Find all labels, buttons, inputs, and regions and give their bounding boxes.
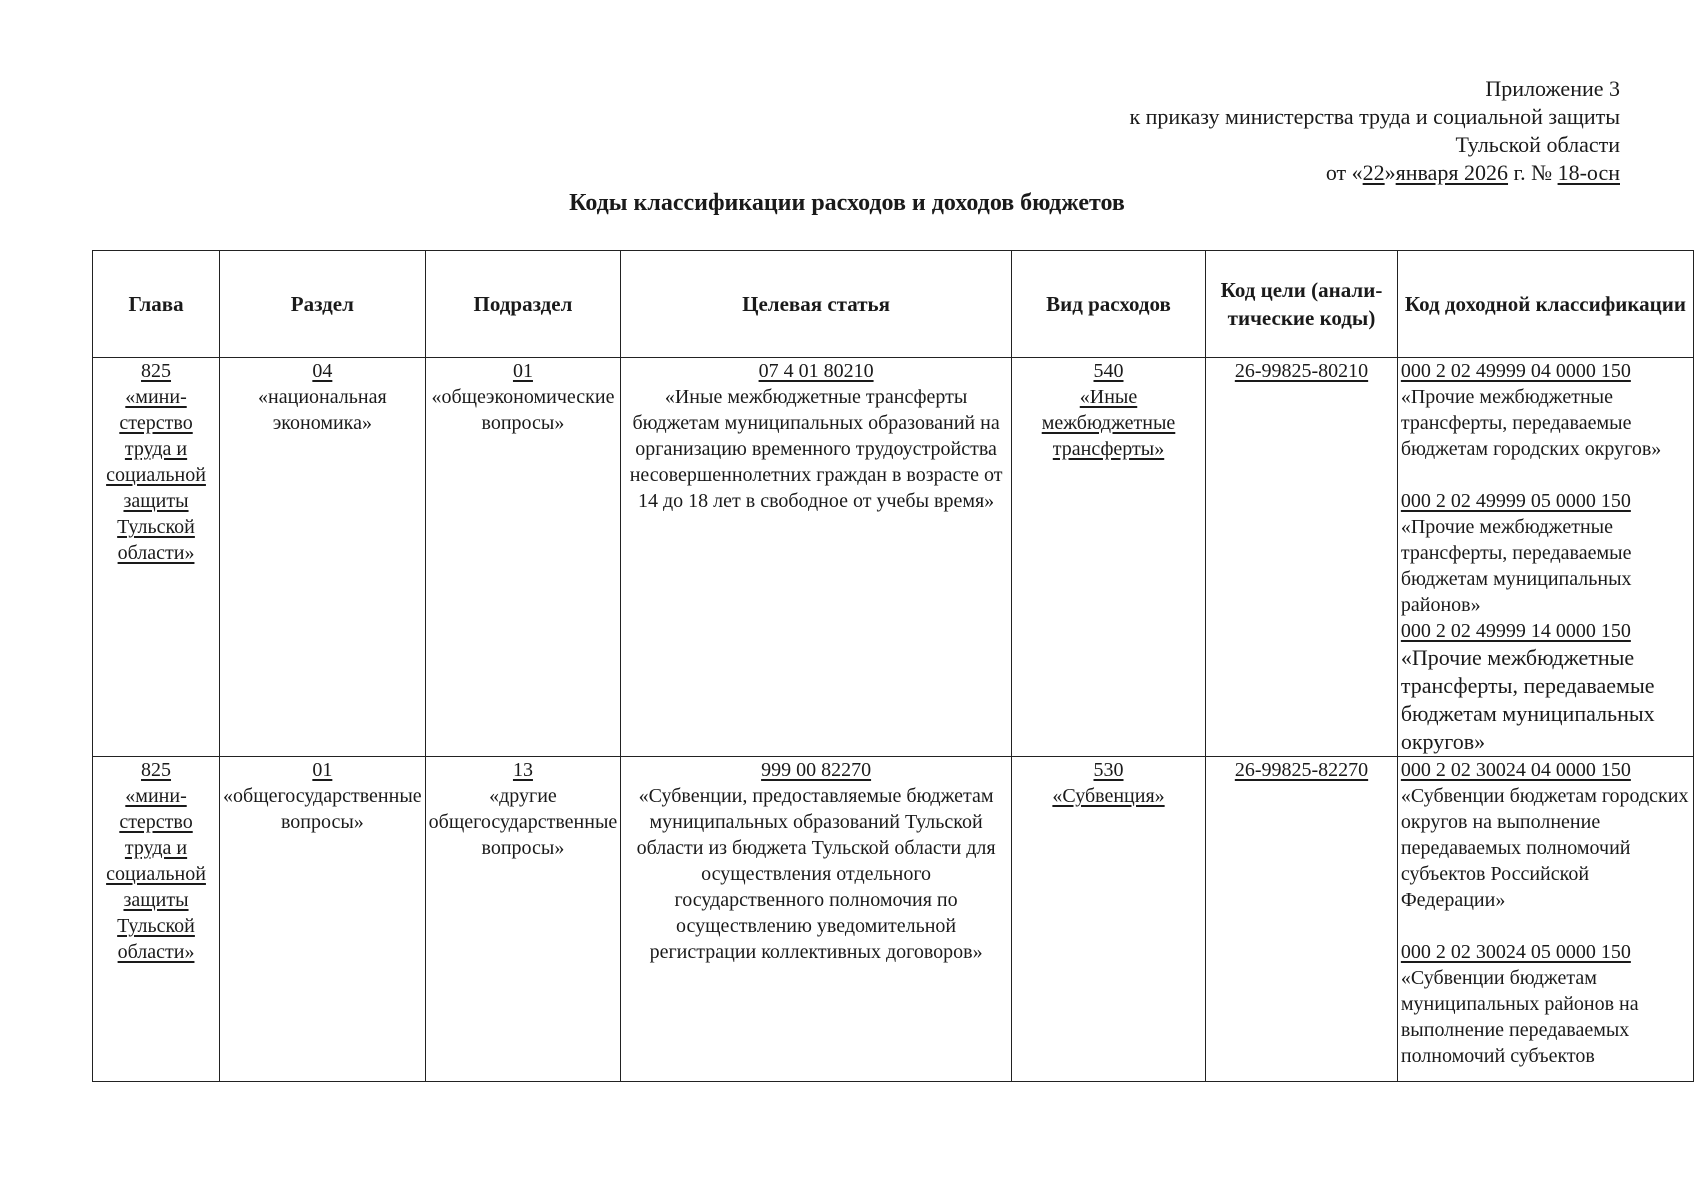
- appendix-line: Приложение 3: [1485, 76, 1620, 101]
- header-glava: Глава: [93, 251, 220, 358]
- cell-podrazdel: [425, 358, 621, 757]
- glava-code: 825: [141, 360, 172, 382]
- income-code: 000 2 02 49999 14 0000 150: [1400, 620, 1631, 642]
- cell-razdel: [220, 757, 426, 1082]
- date-suffix: г. №: [1508, 160, 1558, 185]
- income-name: «Прочие межбюджетные трансферты, передаваемые бюджетам городских округов»: [1400, 386, 1662, 460]
- header-statya: Целевая статья: [621, 251, 1012, 358]
- cell-razdel: [220, 358, 426, 757]
- glava-code: 825: [141, 759, 172, 781]
- cell-vid: [1011, 358, 1205, 757]
- razdel-code: 04: [312, 360, 333, 382]
- razdel-code: 01: [312, 759, 333, 781]
- podrazdel-code: 01: [512, 360, 533, 382]
- table-row: [93, 757, 1694, 1082]
- header-razdel: Раздел: [220, 251, 426, 358]
- region-line: Тульской области: [1455, 132, 1620, 157]
- statya-code: 999 00 82270: [761, 759, 872, 781]
- header-cel: Код цели (анали-тические коды): [1206, 251, 1398, 358]
- income-name: «Прочие межбюджетные трансферты, передаваемые бюджетам муниципальных районов»: [1400, 516, 1632, 616]
- cell-podrazdel: [425, 757, 621, 1082]
- podrazdel-name: «общеэкономические вопросы»: [431, 386, 615, 434]
- podrazdel-code: 13: [512, 759, 533, 781]
- podrazdel-name: «другие общегосударственные вопросы»: [428, 785, 618, 859]
- cell-glava: [93, 757, 220, 1082]
- document-title: Коды классификации расходов и доходов бюджетов: [569, 190, 1125, 216]
- cell-vid: [1011, 757, 1205, 1082]
- date-mid: »: [1384, 160, 1396, 185]
- statya-name: «Иные межбюджетные трансферты бюджетам муниципальных образований на организацию временного трудоустройства несовершеннолетних граждан в возрасте от 14 до 18 лет в свободное от учебы время»: [629, 386, 1003, 512]
- vid-name: «Субвенция»: [1052, 785, 1165, 807]
- cel-code: 26-99825-80210: [1234, 360, 1369, 382]
- header-podrazdel: Подраздел: [425, 251, 621, 358]
- razdel-name: «общегосударственные вопросы»: [223, 785, 422, 833]
- date-month-year: января 2026: [1395, 160, 1509, 185]
- cell-statya: [621, 358, 1012, 757]
- income-code: 000 2 02 30024 05 0000 150: [1400, 941, 1631, 963]
- order-date-line: [1129, 159, 1620, 187]
- income-code: 000 2 02 49999 05 0000 150: [1400, 490, 1631, 512]
- income-name: «Субвенции бюджетам муниципальных районов на выполнение передаваемых полномочий субъектов: [1400, 967, 1639, 1067]
- order-reference-line: к приказу министерства труда и социальной защиты: [1129, 104, 1620, 129]
- glava-name: «мини-стерство труда и социальной защиты Тульской области»: [106, 386, 206, 564]
- income-name: «Прочие межбюджетные трансферты, передаваемые бюджетам муниципальных округов»: [1400, 645, 1655, 754]
- vid-name: «Иные межбюджетные трансферты»: [1041, 386, 1176, 460]
- vid-code: 530: [1093, 759, 1124, 781]
- cell-statya: [621, 757, 1012, 1082]
- header-income: Код доходной классификации: [1397, 251, 1693, 358]
- date-day: 22: [1362, 160, 1385, 185]
- razdel-name: «национальная экономика»: [258, 386, 387, 434]
- income-name: «Субвенции бюджетам городских округов на выполнение передаваемых полномочий субъектов Российской Федерации»: [1400, 785, 1689, 911]
- cell-glava: [93, 358, 220, 757]
- cell-income: [1397, 757, 1693, 1082]
- table-header-row: [93, 251, 1694, 358]
- cell-cel: [1206, 358, 1398, 757]
- income-code: 000 2 02 49999 04 0000 150: [1400, 360, 1631, 382]
- cell-cel: [1206, 757, 1398, 1082]
- glava-name: «мини-стерство труда и социальной защиты Тульской области»: [106, 785, 206, 963]
- table-row: [93, 358, 1694, 757]
- income-code: 000 2 02 30024 04 0000 150: [1400, 759, 1631, 781]
- cel-code: 26-99825-82270: [1234, 759, 1369, 781]
- classification-table: [92, 250, 1694, 1082]
- vid-code: 540: [1093, 360, 1124, 382]
- header-vid: Вид расходов: [1011, 251, 1205, 358]
- statya-code: 07 4 01 80210: [758, 360, 874, 382]
- order-number: 18-осн: [1557, 160, 1620, 185]
- cell-income: [1397, 358, 1693, 757]
- appendix-header: [1129, 75, 1620, 187]
- statya-name: «Субвенции, предоставляемые бюджетам муниципальных образований Тульской области из бюджета Тульской области для осуществления отдельного государственного полномочия по осуществлению уведомительной регистрации коллективных договоров»: [636, 785, 996, 963]
- date-prefix: от «: [1325, 160, 1363, 185]
